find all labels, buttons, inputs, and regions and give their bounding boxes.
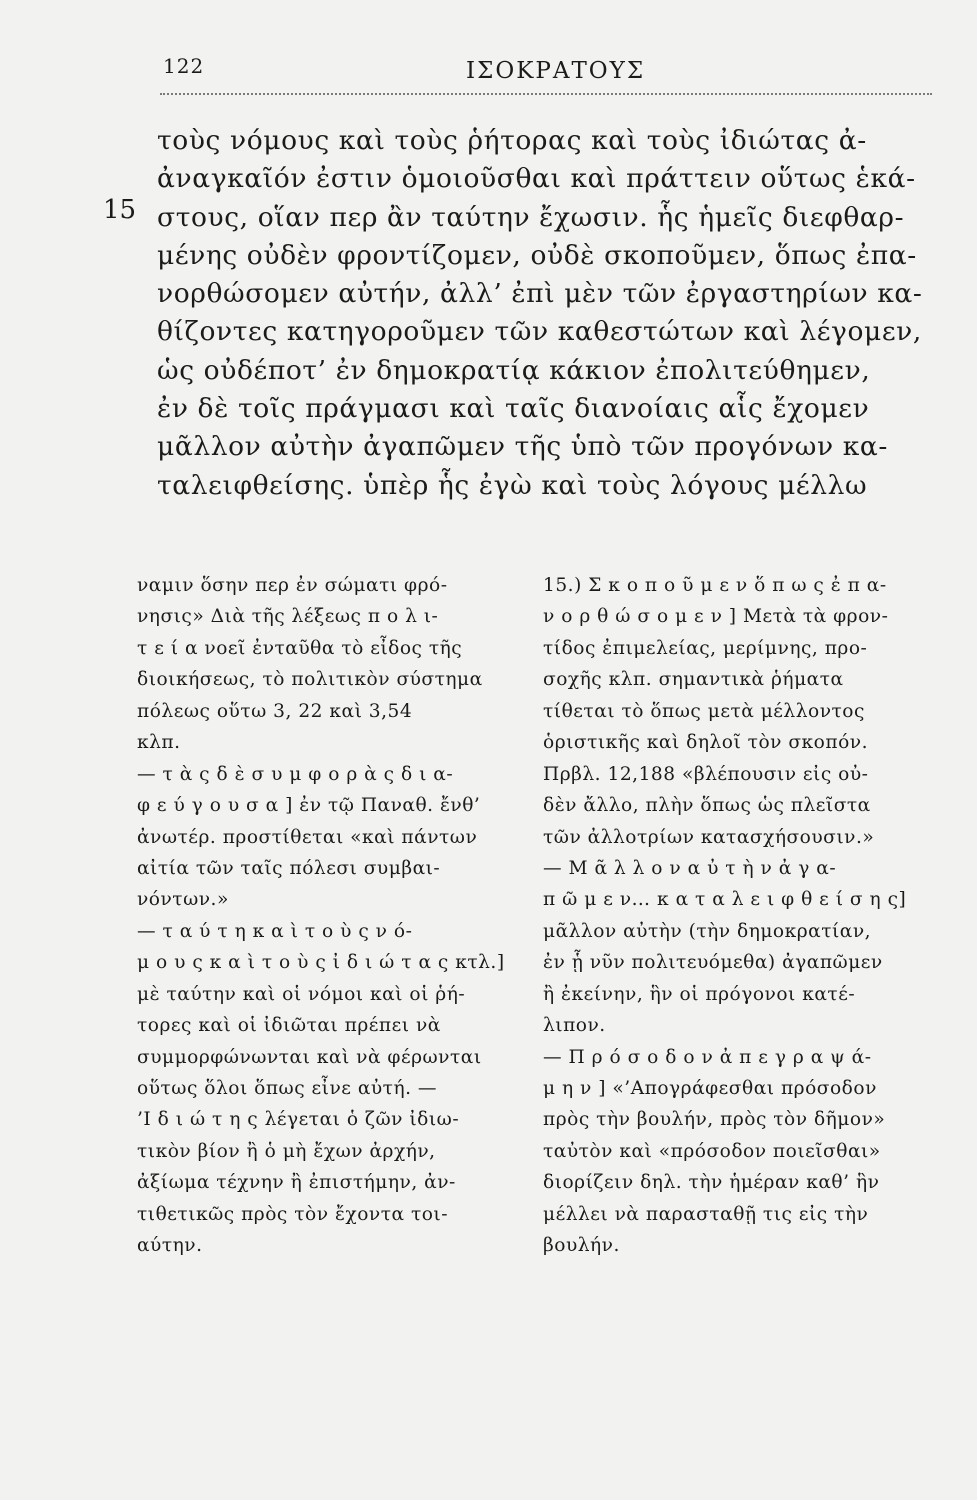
main-text-line: ὡς οὐδέποτ’ ἐν δημοκρατίᾳ κάκιον ἐπολιτεύθημεν, (157, 354, 871, 386)
note-line: — τ ὰ ς δ ὲ σ υ μ φ ο ρ ὰ ς δ ι α- (137, 763, 454, 785)
note-line: ἀξίωμα τέχνην ἢ ἐπιστήμην, ἀν- (137, 1172, 456, 1194)
notes-right-column (543, 570, 943, 1262)
note-line: νησις» Διὰ τῆς λέξεως π ο λ ι- (137, 606, 439, 628)
note-line: ναμιν ὅσην περ ἐν σώματι φρό- (137, 575, 448, 596)
note-line: ’Ι δ ι ώ τ η ς λέγεται ὁ ζῶν ἰδιω- (137, 1109, 460, 1131)
note-line: π ῶ μ ε ν… κ α τ α λ ε ι φ θ ε ί σ η ς] (543, 889, 907, 911)
note-line: συμμορφώνωνται καὶ νὰ φέρωνται (137, 1046, 482, 1068)
running-head: ΙΣΟΚΡΑΤΟΥΣ (466, 58, 646, 84)
note-line: λιπον. (543, 1015, 606, 1037)
note-line: ἐν ᾗ νῦν πολιτευόμεθα) ἀγαπῶμεν (543, 952, 883, 974)
note-line: αύτην. (137, 1235, 203, 1257)
note-line: ὁριστικῆς καὶ δηλοῖ τὸν σκοπόν. (543, 732, 868, 754)
note-line: δὲν ἄλλο, πλὴν ὅπως ὡς πλεῖστα (543, 795, 871, 817)
note-line: μᾶλλον αὐτὴν (τὴν δημοκρατίαν, (543, 920, 872, 942)
main-text-line: ἀναγκαῖόν ἐστιν ὁμοιοῦσθαι καὶ πράττειν οὕτως ἑκά- (157, 163, 916, 195)
note-line: οὕτως ὅλοι ὅπως εἶνε αὐτή. — (137, 1078, 438, 1099)
note-line: πρὸς τὴν βουλήν, πρὸς τὸν δῆμον» (543, 1109, 886, 1131)
note-line: τίθεται τὸ ὅπως μετὰ μέλλοντος (543, 700, 865, 722)
note-line: — Π ρ ό σ ο δ ο ν ἀ π ε γ ρ α ψ ά- (543, 1046, 872, 1068)
main-text-line: ἐν δὲ τοῖς πράγμασι καὶ ταῖς διανοίαις αἷς ἔχομεν (157, 393, 870, 425)
note-line: σοχῆς κλπ. σημαντικὰ ῥήματα (543, 669, 844, 691)
note-line: 15.) Σ κ ο π ο ῦ μ ε ν ὅ π ω ς ἐ π α- (543, 575, 887, 596)
note-line: τ ε ί α νοεῖ ἐνταῦθα τὸ εἶδος τῆς (137, 637, 463, 659)
note-line: κλπ. (137, 732, 181, 754)
note-line: φ ε ύ γ ο υ σ α ] ἐν τῷ Παναθ. ἔνθ’ (137, 795, 481, 817)
main-text-line: νορθώσομεν αὐτήν, ἀλλ’ ἐπὶ μὲν τῶν ἐργαστηρίων κα- (157, 278, 923, 310)
main-text-line: ταλειφθείσης. ὑπὲρ ἧς ἐγὼ καὶ τοὺς λόγους μέλλω (157, 469, 868, 501)
note-line: Πρβλ. 12,188 «βλέπουσιν εἰς οὐ- (543, 763, 869, 785)
note-line: — τ α ύ τ η κ α ὶ τ ο ὺ ς ν ό- (137, 920, 413, 942)
note-line: — Μ ᾶ λ λ ο ν α ὐ τ ὴ ν ἀ γ α- (543, 857, 837, 879)
notes-left-column (137, 570, 537, 1262)
note-line: νόντων.» (137, 889, 229, 911)
main-text-line: μᾶλλον αὐτὴν ἀγαπῶμεν τῆς ὑπὸ τῶν προγόνων κα- (157, 431, 888, 463)
note-line: τῶν ἀλλοτρίων κατασχήσουσιν.» (543, 826, 875, 848)
note-line: τιθετικῶς πρὸς τὸν ἔχοντα τοι- (137, 1203, 449, 1225)
note-line: αἰτία τῶν ταῖς πόλεσι συμβαι- (137, 857, 441, 879)
page-number: 122 (163, 54, 205, 78)
note-line: τορες καὶ οἱ ἰδιῶται πρέπει νὰ (137, 1015, 441, 1037)
main-text (157, 122, 937, 505)
note-line: διορίζειν δηλ. τὴν ἡμέραν καθ’ ἣν (543, 1172, 880, 1194)
note-line: βουλήν. (543, 1235, 620, 1257)
note-line: τίδος ἐπιμελείας, μερίμνης, προ- (543, 637, 868, 659)
main-text-line: μένης οὐδὲν φροντίζομεν, οὐδὲ σκοποῦμεν, ὅπως ἐπα- (157, 239, 917, 271)
line-number: 15 (103, 195, 137, 225)
note-line: ταὐτὸν καὶ «πρόσοδον ποιεῖσθαι» (543, 1140, 881, 1162)
note-line: ἢ ἐκείνην, ἣν οἱ πρόγονοι κατέ- (543, 983, 856, 1005)
note-line: μ η ν ] «’Απογράφεσθαι πρόσοδον (543, 1078, 877, 1099)
note-line: διοικήσεως, τὸ πολιτικὸν σύστημα (137, 669, 483, 691)
note-line: μέλλει νὰ παρασταθῇ τις εἰς τὴν (543, 1203, 869, 1225)
note-line: ν ο ρ θ ώ σ ο μ ε ν ] Μετὰ τὰ φρον- (543, 606, 889, 628)
main-text-line: τοὺς νόμους καὶ τοὺς ῥήτορας καὶ τοὺς ἰδιώτας ἀ- (157, 125, 867, 156)
note-line: τικὸν βίον ἢ ὁ μὴ ἔχων ἀρχήν, (137, 1140, 436, 1162)
main-text-line: θίζοντες κατηγοροῦμεν τῶν καθεστώτων καὶ λέγομεν, (157, 316, 922, 348)
header-rule (160, 93, 932, 95)
main-text-line: στους, οἵαν περ ἂν ταύτην ἔχωσιν. ἧς ἡμεῖς διεφθαρ- (157, 201, 905, 233)
note-line: ἀνωτέρ. προστίθεται «καὶ πάντων (137, 826, 478, 848)
note-line: μὲ ταύτην καὶ οἱ νόμοι καὶ οἱ ῥή- (137, 983, 466, 1005)
note-line: μ ο υ ς κ α ὶ τ ο ὺ ς ἰ δ ι ώ τ α ς κτλ.] (137, 952, 505, 974)
note-line: πόλεως οὕτω 3, 22 καὶ 3,54 (137, 700, 413, 722)
